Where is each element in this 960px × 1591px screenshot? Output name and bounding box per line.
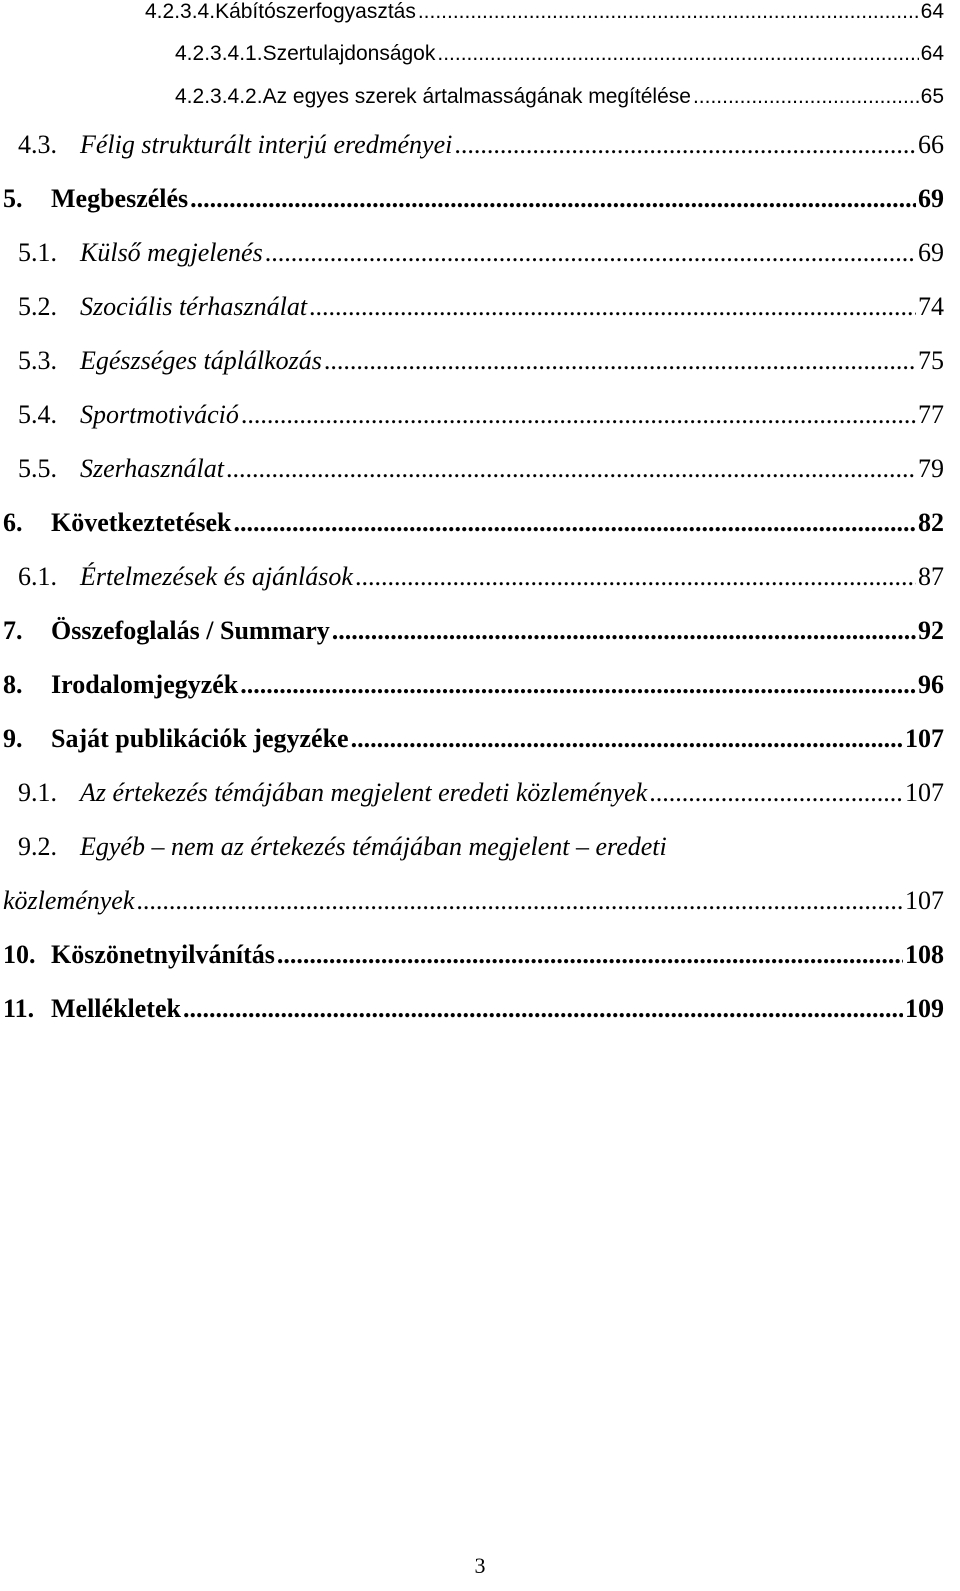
toc-entry-title: Köszönetnyilvánítás [51,940,275,969]
toc-entry-page: 107 [905,778,944,807]
toc-entry-number: 5.4. [18,400,57,429]
toc-entry-title: Megbeszélés [51,184,189,213]
toc-entry-title: Szociális térhasználat [80,292,308,321]
toc-entry-number: 11. [3,994,35,1023]
toc-entry-title: Szerhasználat [80,454,224,483]
toc-leader-dots [649,778,903,808]
toc-entry[interactable] [0,85,944,125]
toc-entry[interactable] [0,400,944,440]
toc-entry[interactable] [0,346,944,386]
toc-entry-number: 7. [3,616,23,645]
toc-leader-dots [332,616,916,646]
toc-leader-dots [226,454,916,484]
toc-entry[interactable] [0,130,944,170]
toc-leader-dots [190,184,916,214]
toc-entry-page: 107 [905,886,944,915]
toc-entry[interactable] [0,454,944,494]
toc-entry-number: 4.2.3.4.2. [175,85,263,108]
toc-leader-dots [136,886,903,916]
toc-leader-dots [183,994,903,1024]
toc-entry[interactable] [0,292,944,332]
toc-entry-title: Szertulajdonságok [262,42,436,65]
toc-leader-dots [240,670,916,700]
toc-entry-title: Sportmotiváció [80,400,239,429]
toc-entry-number: 6. [3,508,23,537]
toc-entry[interactable] [0,238,944,278]
toc-entry-page: 74 [918,292,944,321]
toc-entry-page: 96 [918,670,944,699]
toc-entry-page: 79 [918,454,944,483]
toc-entry-page: 82 [918,508,944,537]
toc-entry-number: 9. [3,724,23,753]
toc-entry-title: Saját publikációk jegyzéke [51,724,349,753]
toc-entry[interactable] [0,832,944,872]
toc-entry-number: 5.5. [18,454,57,483]
toc-entry-page: 66 [918,130,944,159]
toc-entry-number: 5.3. [18,346,57,375]
toc-entry[interactable] [0,994,944,1034]
toc-entry-number: 9.2. [18,832,57,861]
toc-entry-title: Az egyes szerek ártalmasságának megítélése [262,85,691,108]
toc-entry[interactable] [0,940,944,980]
toc-leader-dots [309,292,916,322]
toc-leader-dots [233,508,916,538]
toc-entry-page: 92 [918,616,944,645]
toc-entry-title: Következtetések [51,508,232,537]
toc-entry-title: Összefoglalás / Summary [51,616,330,645]
toc-leader-dots [437,42,918,66]
toc-entry-page: 87 [918,562,944,591]
toc-entry-number: 10. [3,940,36,969]
toc-entry-page: 69 [918,184,944,213]
toc-entry-page: 64 [920,0,944,23]
toc-entry[interactable] [0,42,944,82]
toc-entry-page: 77 [918,400,944,429]
toc-entry[interactable] [0,778,944,818]
toc-entry-page: 65 [920,85,944,108]
toc-entry-number: 6.1. [18,562,57,591]
toc-entry-number: 5.2. [18,292,57,321]
toc-leader-dots [454,130,916,160]
toc-entry-page: 64 [920,42,944,65]
toc-entry-title: Egészséges táplálkozás [80,346,322,375]
toc-leader-dots [351,724,903,754]
toc-leader-dots [418,0,919,24]
toc-entry-continuation[interactable] [0,886,944,926]
toc-entry-title: Irodalomjegyzék [51,670,239,699]
toc-entry-number: 5.1. [18,238,57,267]
toc-entry-title: közlemények [3,886,135,915]
toc-entry-page: 109 [905,994,944,1023]
toc-entry-title: Külső megjelenés [80,238,263,267]
toc-entry-title: Mellékletek [51,994,181,1023]
toc-entry-page: 108 [905,940,944,969]
toc-entry[interactable] [0,724,944,764]
page-number: 3 [474,1553,486,1578]
toc-leader-dots [265,238,916,268]
toc-entry-number: 9.1. [18,778,57,807]
toc-entry[interactable] [0,616,944,656]
toc-entry-number: 5. [3,184,23,213]
toc-leader-dots [324,346,916,376]
toc-entry-title: Kábítószerfogyasztás [215,0,416,23]
toc-entry-page: 107 [905,724,944,753]
toc-leader-dots [241,400,916,430]
toc-entry-number: 4.2.3.4.1. [175,42,263,65]
toc-entry-number: 4.2.3.4. [145,0,216,23]
toc-entry-title: Félig strukturált interjú eredményei [80,130,453,159]
toc-entry[interactable] [0,508,944,548]
toc-entry-title: Az értekezés témájában megjelent eredeti közlemények [80,778,648,807]
toc-entry-title: Értelmezések és ajánlások [80,562,353,591]
toc-entry[interactable] [0,670,944,710]
toc-entry-title: Egyéb – nem az értekezés témájában megjelent – eredeti [80,832,667,861]
toc-leader-dots [693,85,919,109]
toc-leader-dots [277,940,903,970]
toc-entry[interactable] [0,562,944,602]
toc-entry[interactable] [0,184,944,224]
toc-entry-number: 4.3. [18,130,57,159]
toc-entry-page: 69 [918,238,944,267]
toc-entry[interactable] [0,0,944,40]
toc-leader-dots [355,562,916,592]
toc-entry-page: 75 [918,346,944,375]
toc-entry-number: 8. [3,670,23,699]
